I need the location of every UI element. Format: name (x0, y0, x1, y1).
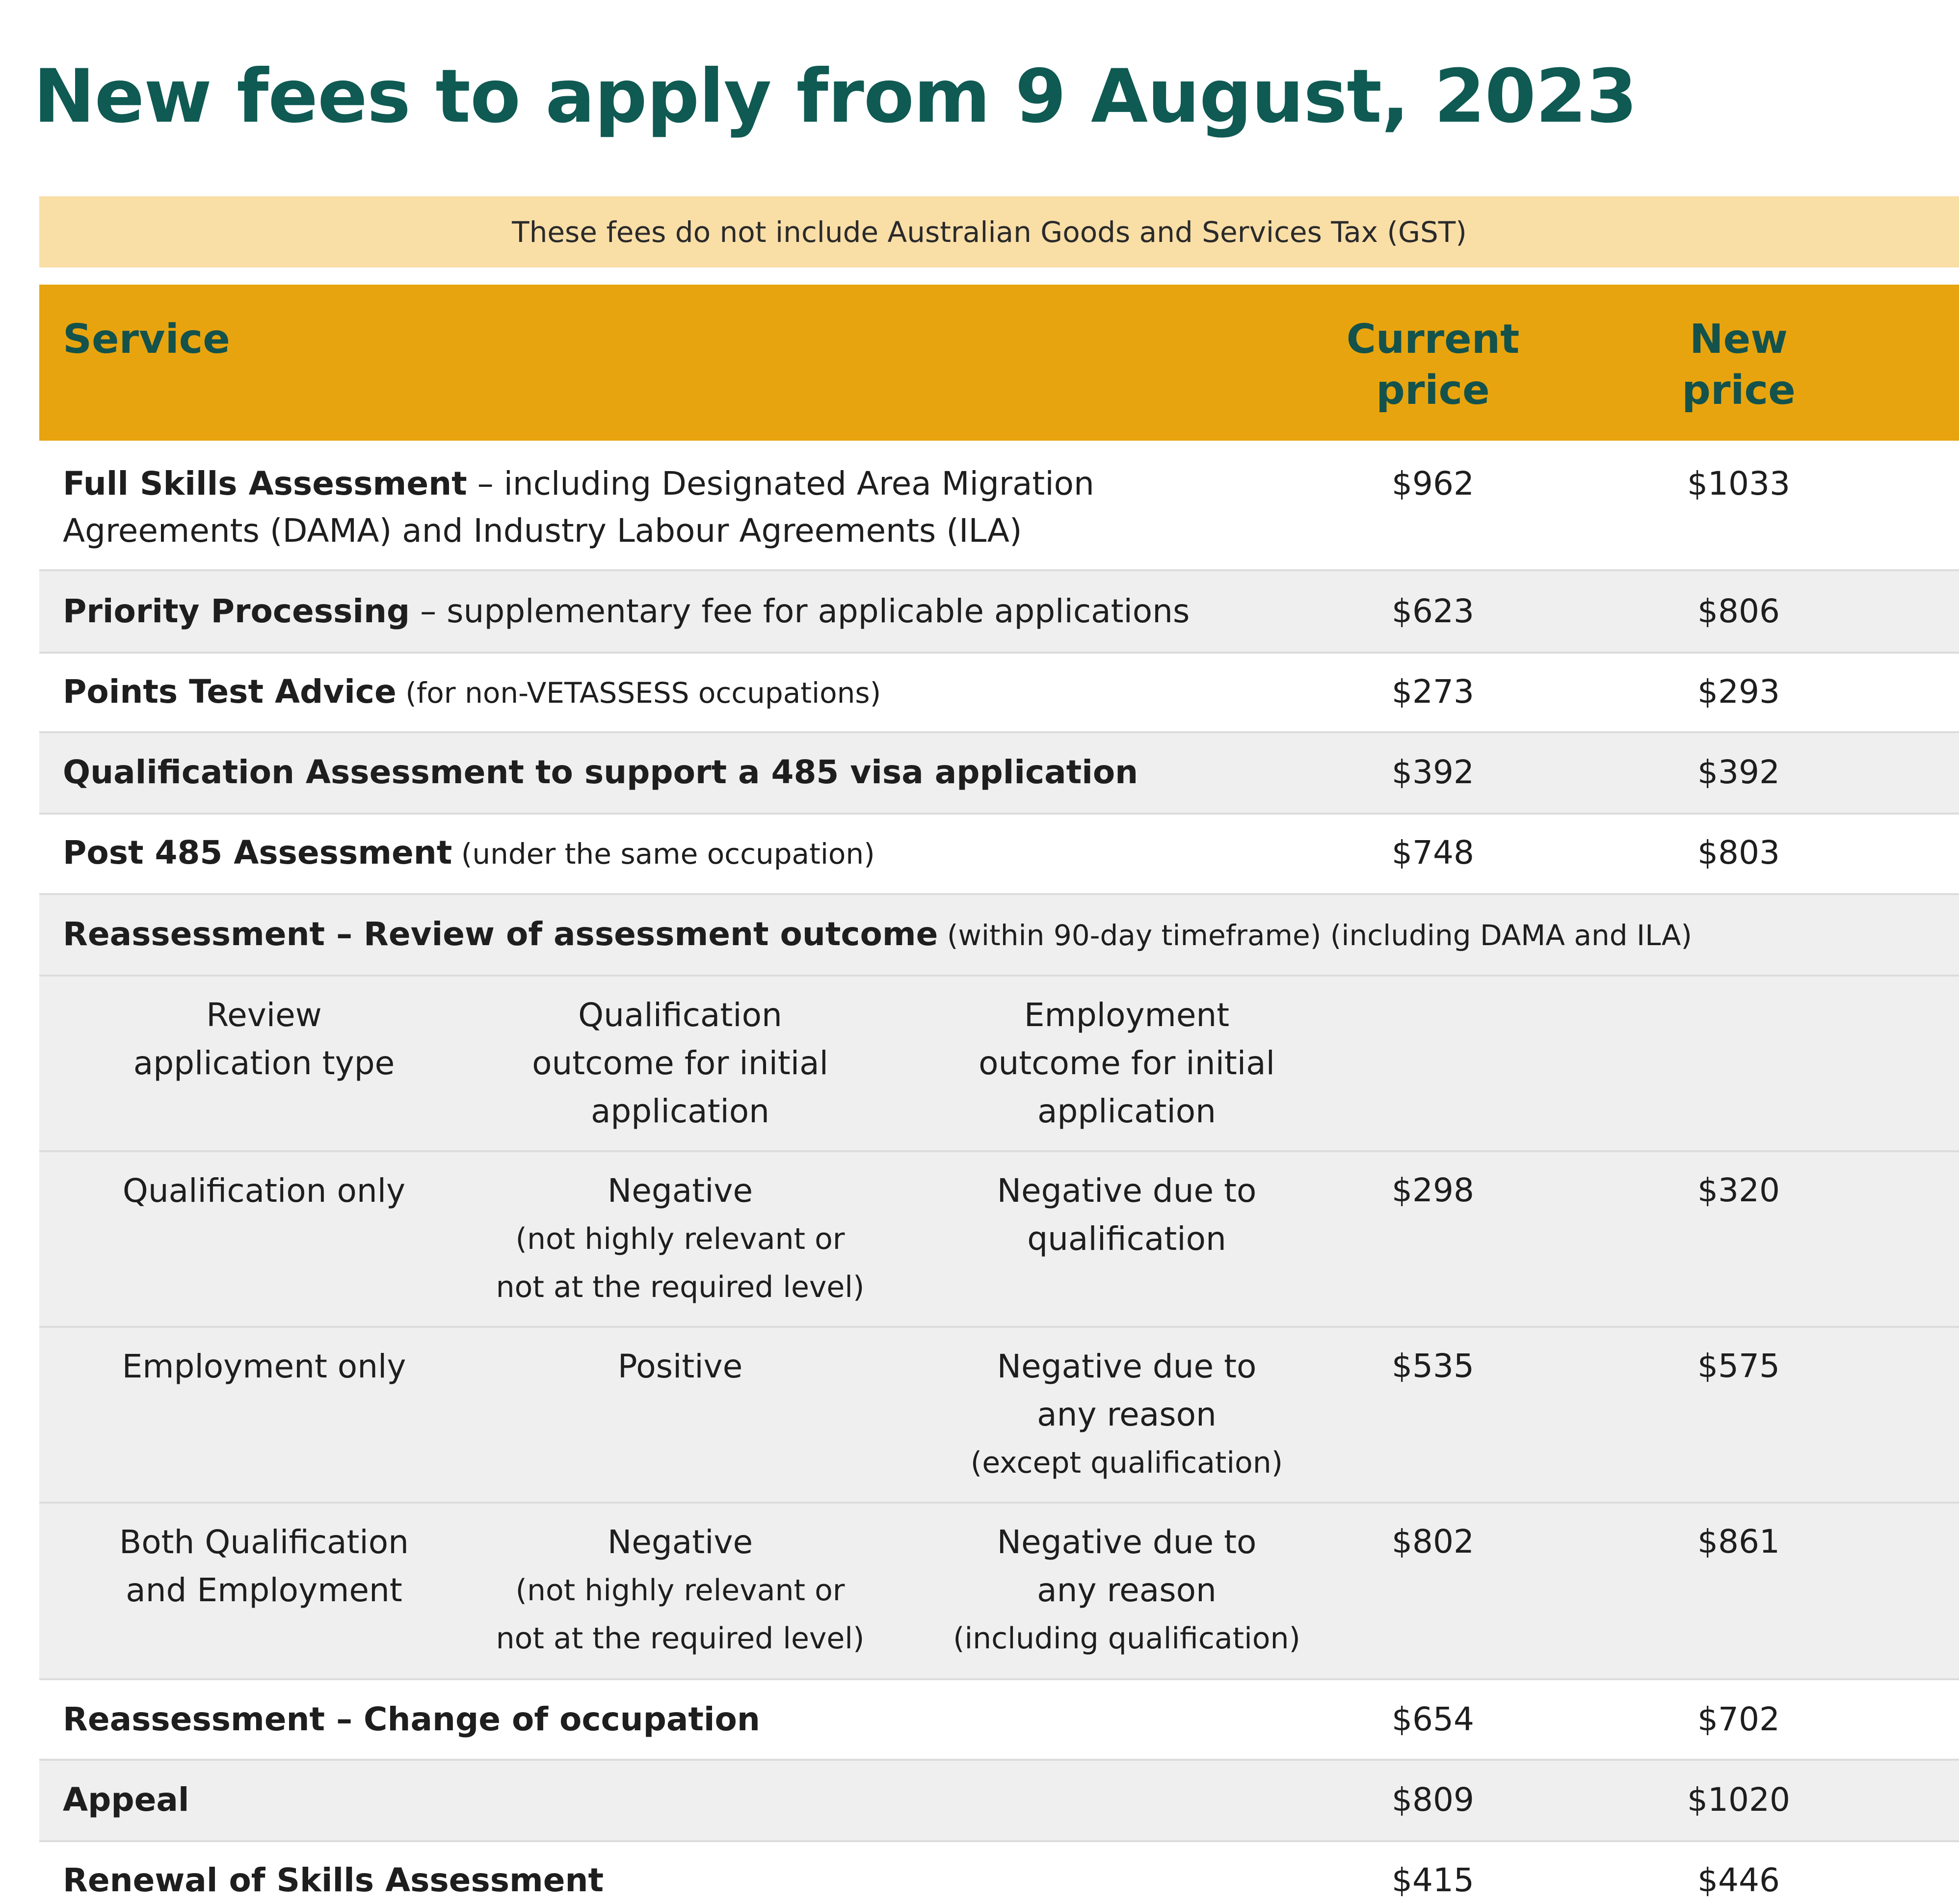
subheader-employment-outcome (916, 991, 1338, 1136)
new-price: $392 (1697, 753, 1780, 791)
service-name: Reassessment – Change of occupation (63, 1700, 760, 1738)
current-price: $809 (1392, 1781, 1474, 1819)
service-name: Qualification Assessment to support a 485 visa application (63, 753, 1138, 791)
service-points-test-advice (63, 668, 881, 716)
subheader-qualification-outcome (469, 991, 891, 1136)
outcome-line: Negative (607, 1172, 753, 1210)
page-title: New fees to apply from 9 August, 2023 (33, 54, 1637, 139)
service-desc: (within 90-day timeframe) (including DAMA and ILA) (938, 919, 1693, 952)
outcome-line: Negative due to (997, 1523, 1257, 1561)
outcome-line: Negative due to (997, 1172, 1257, 1210)
service-name: Full Skills Assessment (63, 465, 467, 502)
header-current-price-line2: price (1376, 367, 1490, 414)
fee-table (39, 285, 1959, 1904)
current-price: $802 (1392, 1523, 1474, 1560)
table-row-qualification-assessment-485 (39, 731, 1959, 813)
outcome-line: Negative (607, 1523, 753, 1561)
new-price: $806 (1697, 592, 1780, 630)
header-current-price (1325, 314, 1541, 416)
table-row-renewal (39, 1840, 1959, 1904)
service-reassessment-review (63, 911, 1692, 959)
current-price: $392 (1392, 753, 1474, 791)
table-row-post-485-assessment (39, 813, 1959, 893)
review-qualification-outcome (469, 1518, 891, 1663)
new-price: $803 (1697, 834, 1780, 872)
service-post-485-assessment (63, 829, 875, 877)
new-price: $861 (1697, 1523, 1780, 1560)
service-name: Post 485 Assessment (63, 834, 452, 872)
header-current-price-line1: Current (1346, 316, 1520, 363)
service-full-skills-assessment (63, 460, 1094, 555)
service-desc: (under the same occupation) (452, 837, 875, 871)
subheader-line: outcome for initial (979, 1044, 1275, 1082)
current-price: $748 (1392, 834, 1474, 872)
current-price: $535 (1392, 1347, 1474, 1385)
subheader-line: Review (206, 996, 322, 1034)
service-desc: – including Designated Area Migration (467, 465, 1094, 502)
table-row-full-skills-assessment (39, 441, 1959, 569)
service-priority-processing (63, 588, 1190, 635)
current-price: $654 (1392, 1700, 1474, 1738)
current-price: $415 (1392, 1861, 1474, 1899)
current-price: $962 (1392, 465, 1474, 502)
gst-notice-text: These fees do not include Australian Goods and Services Tax (GST) (512, 215, 1467, 249)
current-price: $273 (1392, 673, 1474, 711)
review-qualification-outcome (469, 1167, 891, 1311)
service-line1 (63, 460, 1094, 507)
new-price: $702 (1697, 1700, 1780, 1738)
review-row-employment-only (39, 1326, 1959, 1502)
outcome-line: any reason (1037, 1396, 1217, 1433)
review-employment-outcome (916, 1518, 1338, 1663)
outcome-line: qualification (1027, 1220, 1226, 1258)
new-price: $575 (1697, 1347, 1780, 1385)
subheader-line: Qualification (578, 996, 782, 1034)
outcome-line: (not highly relevant or (515, 1222, 845, 1256)
outcome-line: any reason (1037, 1571, 1217, 1609)
review-type (53, 1518, 475, 1614)
current-price: $298 (1392, 1171, 1474, 1209)
gst-notice-banner (39, 196, 1959, 267)
review-subheader-row (39, 975, 1959, 1150)
service-desc: – supplementary fee for applicable applications (410, 592, 1190, 630)
outcome-line: (except qualification) (970, 1446, 1283, 1480)
table-row-appeal (39, 1759, 1959, 1840)
service-appeal (63, 1776, 189, 1824)
header-new-price-line2: price (1682, 367, 1796, 414)
review-employment-outcome (916, 1343, 1338, 1487)
service-qualification-assessment-485 (63, 749, 1138, 796)
subheader-line: application (1037, 1092, 1217, 1130)
subheader-line: outcome for initial (532, 1044, 828, 1082)
service-renewal (63, 1857, 604, 1904)
table-row-change-of-occupation (39, 1678, 1959, 1759)
review-qualification-outcome: Positive (617, 1348, 743, 1385)
outcome-line: not at the required level) (496, 1270, 865, 1304)
service-name: Reassessment – Review of assessment outcome (63, 915, 938, 953)
subheader-line: application (590, 1092, 770, 1130)
header-service: Service (63, 316, 230, 363)
type-line: Both Qualification (119, 1523, 409, 1561)
outcome-line: (not highly relevant or (515, 1573, 845, 1608)
header-new-price (1631, 314, 1847, 416)
service-desc: (for non-VETASSESS occupations) (396, 676, 881, 710)
review-employment-outcome (916, 1167, 1338, 1263)
table-row-points-test-advice (39, 652, 1959, 731)
table-header (39, 285, 1959, 441)
new-price: $1033 (1687, 465, 1790, 502)
service-name: Points Test Advice (63, 673, 397, 711)
subheader-line: Employment (1024, 996, 1230, 1034)
outcome-line: Negative due to (997, 1348, 1257, 1385)
new-price: $320 (1697, 1171, 1780, 1209)
service-change-of-occupation (63, 1696, 760, 1743)
outcome-line: not at the required level) (496, 1621, 865, 1656)
type-line: and Employment (126, 1571, 402, 1609)
header-new-price-line1: New (1690, 316, 1788, 363)
review-row-qualification-only (39, 1150, 1959, 1326)
service-name: Appeal (63, 1781, 189, 1819)
table-row-priority-processing (39, 569, 1959, 652)
new-price: $1020 (1687, 1781, 1790, 1819)
table-row-reassessment-review (39, 893, 1959, 975)
service-line2: Agreements (DAMA) and Industry Labour Agreements (ILA) (63, 512, 1022, 550)
new-price: $293 (1697, 673, 1780, 711)
outcome-line: (including qualification) (953, 1621, 1300, 1656)
review-type: Qualification only (122, 1172, 406, 1210)
review-type: Employment only (122, 1348, 406, 1385)
current-price: $623 (1392, 592, 1474, 630)
new-price: $446 (1697, 1861, 1780, 1899)
review-row-both (39, 1502, 1959, 1678)
subheader-review-application-type (53, 991, 475, 1087)
service-name: Renewal of Skills Assessment (63, 1861, 604, 1899)
subheader-line: application type (133, 1044, 395, 1082)
service-name: Priority Processing (63, 592, 410, 630)
